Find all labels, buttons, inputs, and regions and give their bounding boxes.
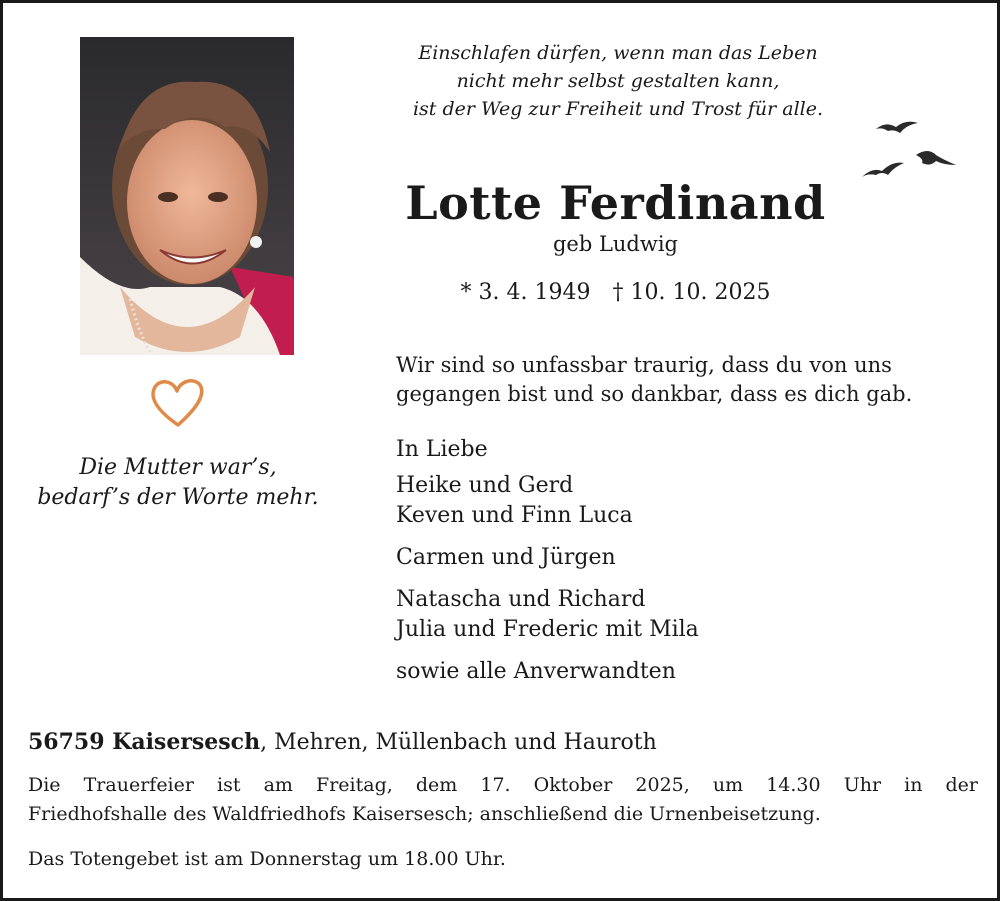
poem-line: nicht mehr selbst gestalten kann, (456, 70, 780, 92)
death-date: † 10. 10. 2025 (612, 280, 771, 305)
message-line: gegangen bist und so dankbar, dass es dich gab. (396, 382, 913, 406)
location-main: 56759 Kaisersesch (28, 729, 261, 755)
poem (333, 39, 903, 123)
life-dates (303, 277, 928, 309)
left-quote (23, 453, 333, 513)
location-rest: , Mehren, Müllenbach und Hauroth (260, 730, 657, 755)
ceremony-info (28, 771, 978, 829)
ceremony-line: Friedhofshalle des Waldfriedhofs Kaisersesch; anschließend die Urnenbeisetzung. (28, 803, 821, 825)
family-group (396, 585, 976, 645)
birth-date: * 3. 4. 1949 (460, 280, 591, 305)
deceased-name: Lotte Ferdinand (405, 176, 826, 230)
poem-line: Einschlafen dürfen, wenn man das Leben (418, 42, 818, 64)
family-intro: In Liebe (396, 437, 488, 462)
location-line (28, 726, 978, 759)
prayer-info: Das Totengebet ist am Donnerstag um 18.00 Uhr. (28, 848, 506, 870)
mourning-message (396, 351, 976, 409)
family-line: Julia und Frederic mit Mila (396, 617, 699, 642)
family-line: Carmen und Jürgen (396, 545, 616, 570)
heart-icon (148, 375, 208, 431)
family-group (396, 471, 976, 531)
ceremony-line: Die Trauerfeier ist am Freitag, dem 17. Oktober 2025, um 14.30 Uhr in der (28, 774, 978, 796)
maiden-name: geb Ludwig (552, 232, 679, 256)
left-quote-line: bedarf’s der Worte mehr. (37, 485, 319, 510)
family-line: Heike und Gerd (396, 473, 574, 498)
family-line: sowie alle Anverwandten (396, 659, 676, 684)
poem-line: ist der Weg zur Freiheit und Trost für alle. (412, 98, 824, 120)
left-quote-line: Die Mutter war’s, (79, 455, 277, 480)
family-line: Natascha und Richard (396, 587, 646, 612)
family-group (396, 657, 976, 687)
message-line: Wir sind so unfassbar traurig, dass du von uns (396, 353, 892, 377)
mourners-list (396, 435, 976, 699)
family-line: Keven und Finn Luca (396, 503, 633, 528)
family-group (396, 543, 976, 573)
portrait-photo (80, 37, 294, 355)
